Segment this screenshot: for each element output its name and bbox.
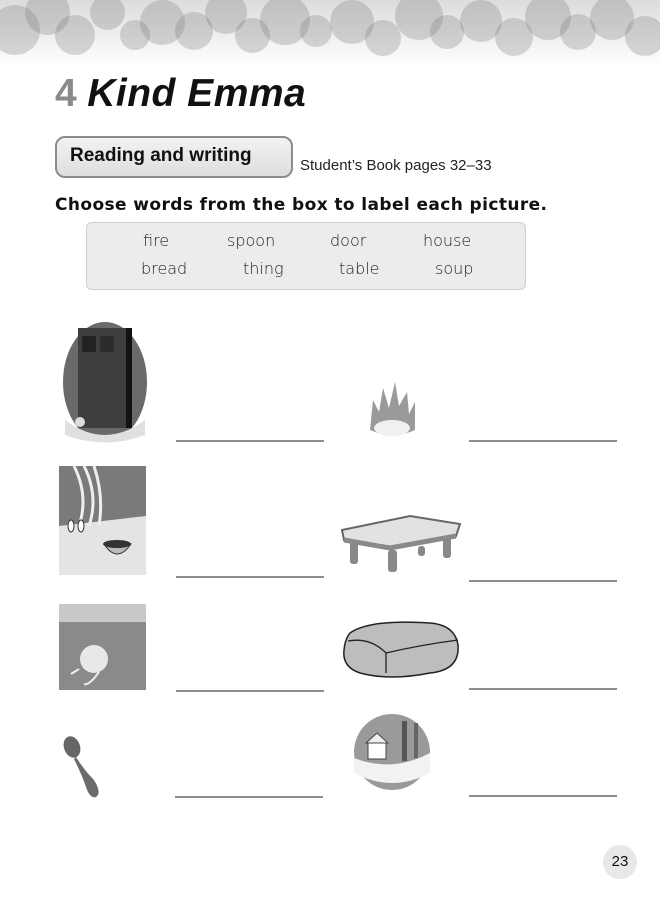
fire-picture xyxy=(365,380,420,440)
instruction: Choose words from the box to label each picture. xyxy=(55,195,548,215)
thing-picture xyxy=(59,604,146,690)
word: bread xyxy=(141,259,188,278)
word: soup xyxy=(435,259,474,278)
house-picture xyxy=(352,713,432,791)
unit-name: Kind Emma xyxy=(87,72,307,115)
unit-title xyxy=(55,72,306,116)
bread-picture xyxy=(340,615,462,678)
answer-line[interactable] xyxy=(469,688,617,690)
answer-line[interactable] xyxy=(469,440,617,442)
answer-line[interactable] xyxy=(469,580,617,582)
table-picture xyxy=(340,512,462,574)
word: spoon xyxy=(227,231,276,250)
word: door xyxy=(330,231,367,250)
answer-line[interactable] xyxy=(469,795,617,797)
unit-number: 4 xyxy=(55,72,78,115)
word: thing xyxy=(243,259,284,278)
answer-line[interactable] xyxy=(176,690,324,692)
book-reference: Student’s Book pages 32–33 xyxy=(300,157,492,174)
answer-line[interactable] xyxy=(175,796,323,798)
spoon-picture xyxy=(62,735,112,800)
answer-line[interactable] xyxy=(176,576,324,578)
word: table xyxy=(339,259,380,278)
bubble-banner xyxy=(0,0,660,66)
word: house xyxy=(423,231,472,250)
door-picture xyxy=(60,320,150,445)
word-box xyxy=(86,222,526,290)
word: fire xyxy=(143,231,170,250)
answer-line[interactable] xyxy=(176,440,324,442)
page-number: 23 xyxy=(603,845,637,879)
soup-picture xyxy=(59,466,146,575)
section-tab: Reading and writing xyxy=(55,136,293,178)
